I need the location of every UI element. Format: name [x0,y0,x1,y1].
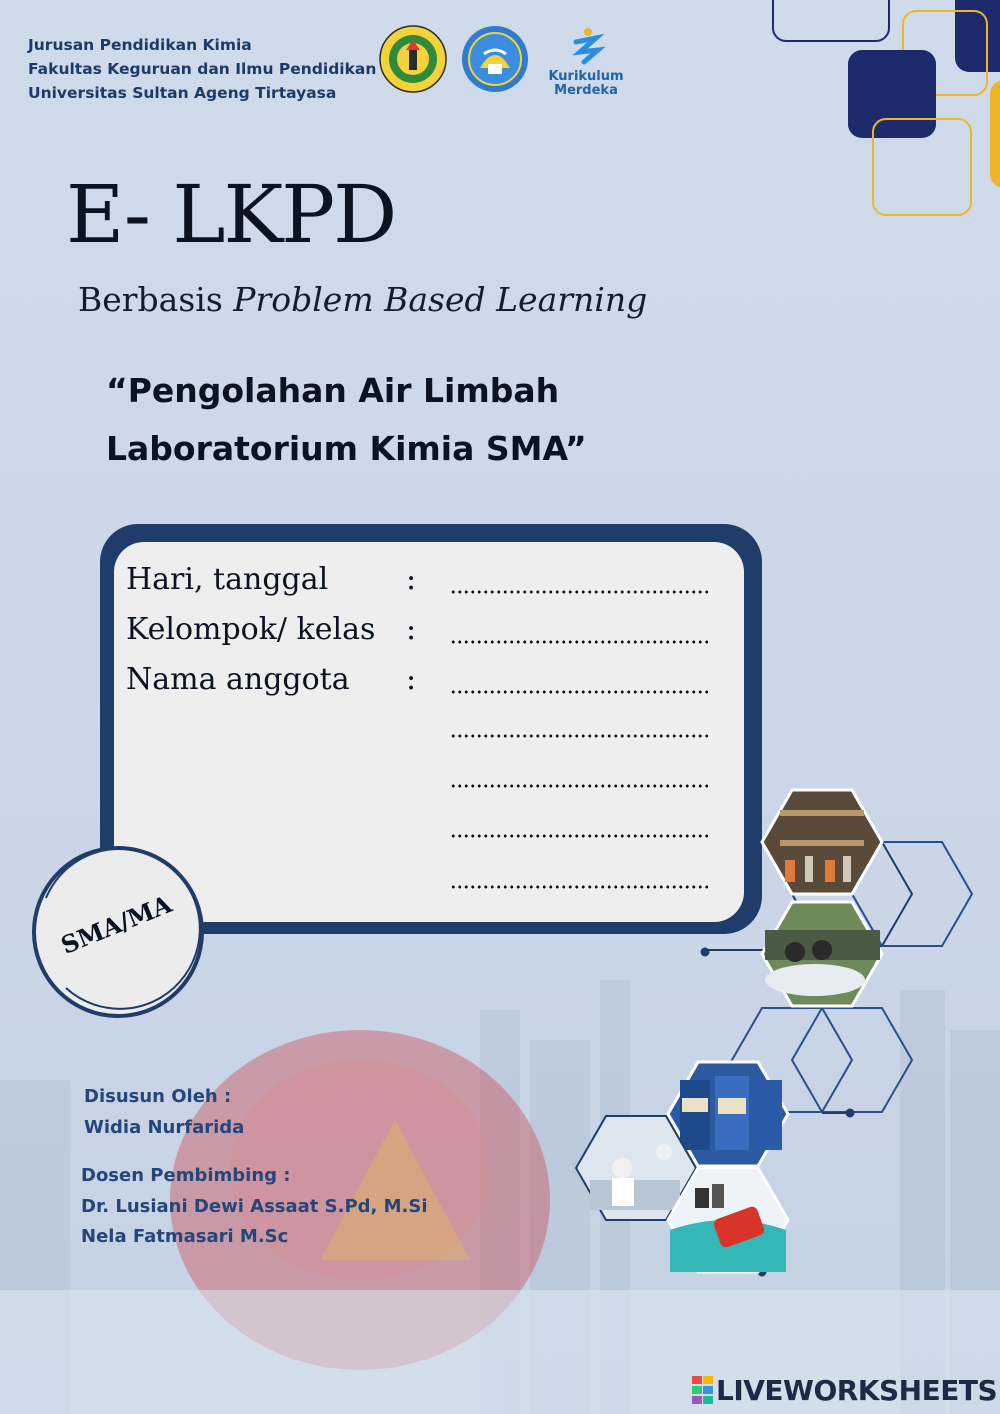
advisor-label: Dosen Pembimbing : [81,1165,291,1186]
compiled-by-name: Widia Nurfarida [84,1117,245,1138]
topic-line: Laboratorium Kimia SMA” [106,429,587,468]
institution-line: Fakultas Keguruan dan Ilmu Pendidikan [28,60,377,78]
member-fill-line[interactable] [450,734,708,738]
group-class-fill-line[interactable] [450,640,708,644]
field-colon: : [406,562,417,597]
topic-title [106,362,587,478]
field-label-date: Hari, tanggal [126,562,329,597]
kurikulum-merdeka-icon [566,26,606,66]
page-title: E- LKPD [66,168,396,261]
field-colon: : [406,662,417,697]
decor-square-gold-edge [990,80,1000,188]
tut-wuri-handayani-logo-icon [460,24,530,94]
field-label-group-class: Kelompok/ kelas [126,612,376,647]
subtitle-italic: Problem Based Learning [233,280,648,319]
advisor-name: Nela Fatmasari M.Sc [81,1226,289,1247]
liveworksheets-watermark [692,1374,997,1407]
untirta-logo-icon [378,24,448,94]
subtitle [78,280,647,319]
institution-line: Jurusan Pendidikan Kimia [28,36,252,54]
topic-line: “Pengolahan Air Limbah [106,371,560,410]
compiled-by-label: Disusun Oleh : [84,1086,232,1107]
level-badge-text: SMA/MA [56,889,176,960]
field-label-members: Nama anggota [126,662,350,697]
kurikulum-merdeka-logo [546,26,626,98]
hexagon-photo-collage [560,780,1000,1280]
liveworksheets-logo-icon [692,1376,714,1404]
field-colon: : [406,612,417,647]
member-fill-line[interactable] [450,690,708,694]
institution-line: Universitas Sultan Ageng Tirtayasa [28,84,337,102]
subtitle-prefix: Berbasis [78,280,223,319]
decor-square-outline-navy [772,0,890,42]
date-fill-line[interactable] [450,590,708,594]
merdeka-logo-text: Merdeka [554,83,618,98]
institution-block [28,33,376,105]
advisor-name: Dr. Lusiani Dewi Assaat S.Pd, M.Si [81,1196,428,1217]
decor-square-outline-gold-2 [872,118,972,216]
liveworksheets-text: LIVEWORKSHEETS [716,1374,998,1407]
kurikulum-logo-text: Kurikulum [548,69,624,84]
